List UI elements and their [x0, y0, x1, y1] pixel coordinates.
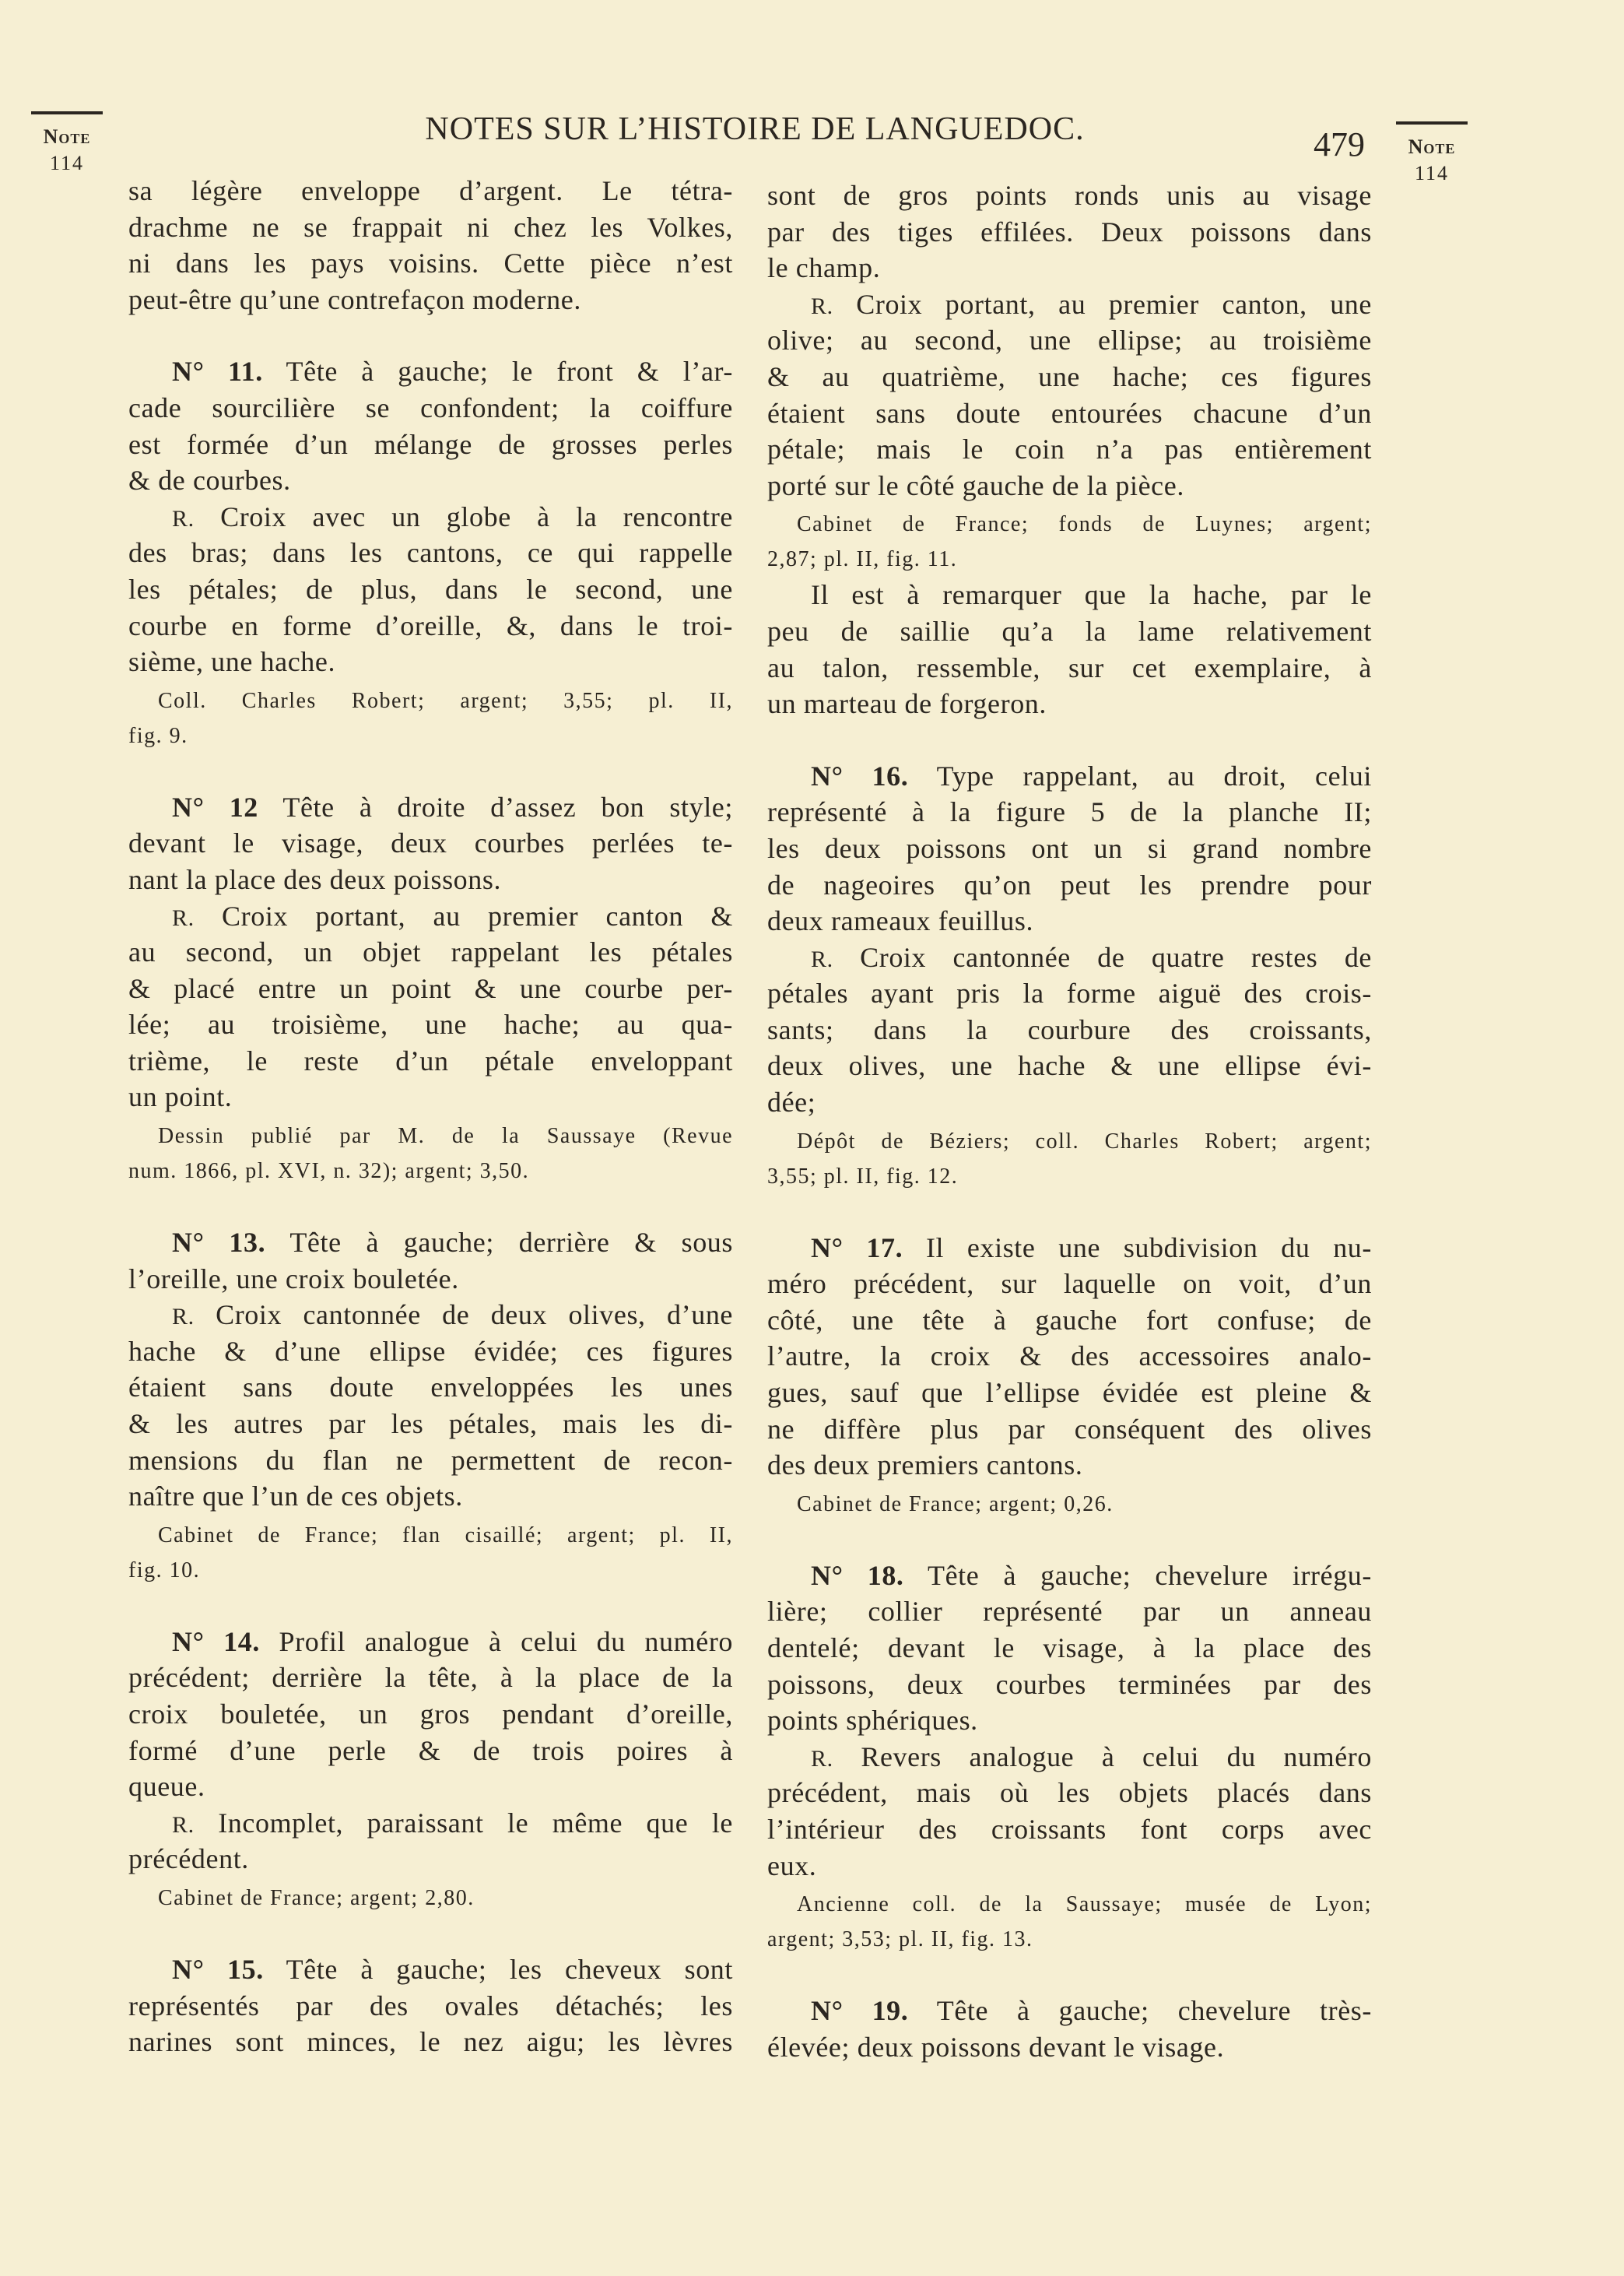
reverse-marker: R. [811, 1745, 833, 1772]
line-text: Tête à gauche; derrière & sous [265, 1227, 733, 1259]
catalog-entry [128, 1224, 733, 1297]
text-line [767, 650, 1372, 687]
text-line [767, 1593, 1372, 1630]
line-text: Croix cantonnée de deux olives, d’une [194, 1299, 733, 1331]
line-text: Ancienne coll. de la Saussaye; musée de Lyon; [797, 1892, 1372, 1917]
line-text: Tête à gauche; chevelure très- [908, 1995, 1372, 2027]
text-line [767, 831, 1372, 867]
text-line [128, 1951, 733, 1988]
text-line [128, 1406, 733, 1442]
text-line [767, 1159, 1372, 1194]
text-line [767, 975, 1372, 1012]
catalog-entry [767, 1230, 1372, 1484]
line-text: le champ. [767, 252, 881, 284]
line-text: peut-être qu’une contrefaçon moderne. [128, 283, 581, 315]
line-text: côté, une tête à gauche fort confuse; de [767, 1304, 1372, 1336]
margin-note-number: 114 [49, 152, 85, 174]
line-text: drachme ne se frappait ni chez les Volkes, [128, 211, 733, 243]
line-text: argent; 3,53; pl. II, fig. 13. [767, 1927, 1033, 1952]
text-line [767, 1702, 1372, 1739]
reverse-description [128, 1805, 733, 1877]
text-line [128, 1768, 733, 1805]
line-text: & placé entre un point & une courbe per- [128, 972, 733, 1004]
line-text: mensions du flan ne permettent de recon- [128, 1444, 733, 1476]
line-text: Croix avec un globe à la rencontre [194, 501, 733, 532]
line-text: les pétales; de plus, dans le second, une [128, 573, 733, 605]
text-line [128, 2024, 733, 2060]
text-line [767, 542, 1372, 577]
line-text: Tête à gauche; le front & l’ar- [262, 356, 733, 388]
text-line [767, 758, 1372, 795]
text-line [767, 1739, 1372, 1775]
text-line [128, 1553, 733, 1588]
line-text: formé d’une perle & de trois poires à [128, 1734, 733, 1766]
line-text: Revers analogue à celui du numéro [833, 1740, 1372, 1772]
text-line [767, 1775, 1372, 1811]
text-line [767, 468, 1372, 504]
line-text: étaient sans doute enveloppées les unes [128, 1372, 733, 1403]
text-line [128, 245, 733, 282]
margin-note-label: Note [43, 125, 91, 148]
line-text: par des tiges effilées. Deux poissons dans [767, 216, 1372, 248]
line-text: Cabinet de France; argent; 0,26. [797, 1491, 1114, 1516]
line-text: est formée d’un mélange de grosses perles [128, 428, 733, 460]
text-line [767, 1338, 1372, 1375]
text-line [128, 1442, 733, 1479]
reverse-marker: R. [172, 1304, 195, 1330]
line-text: peu de saillie qu’a la lame relativement [767, 615, 1372, 647]
line-text: lée; au troisième, une hache; au qua- [128, 1009, 733, 1041]
entry-number: N° 18. [811, 1559, 904, 1591]
line-text: queue. [128, 1771, 205, 1803]
line-text: Tête à droite d’assez bon style; [258, 791, 733, 823]
line-text: & au quatrième, une hache; ces figures [767, 360, 1372, 392]
line-text: pétales ayant pris la forme aiguë des crois- [767, 978, 1372, 1010]
text-line [128, 718, 733, 753]
reverse-marker: R. [172, 904, 195, 931]
line-text: cade sourcilière se confondent; la coiffure [128, 392, 733, 423]
text-line [767, 177, 1372, 214]
citation-note [128, 683, 733, 753]
line-text: eux. [767, 1849, 817, 1881]
entry-number: N° 15. [172, 1953, 264, 1985]
line-text: l’oreille, une croix bouletée. [128, 1263, 459, 1294]
text-line [767, 395, 1372, 432]
margin-rule [1396, 121, 1468, 125]
paragraph [128, 173, 733, 318]
line-text: précédent. [128, 1843, 249, 1875]
line-text: sième, une hache. [128, 646, 336, 678]
line-text: 2,87; pl. II, fig. 11. [767, 547, 958, 572]
text-line [128, 1333, 733, 1370]
text-line [767, 250, 1372, 286]
text-line [128, 608, 733, 645]
margin-note-label: Note [1408, 135, 1456, 158]
line-text: un marteau de forgeron. [767, 688, 1047, 720]
text-line [128, 1478, 733, 1515]
line-text: représenté à la figure 5 de la planche II; [767, 796, 1372, 828]
text-line [128, 971, 733, 1007]
line-text: élevée; deux poissons devant le visage. [767, 2031, 1225, 2063]
text-line [128, 1696, 733, 1733]
line-text: croix bouletée, un gros pendant d’oreille, [128, 1698, 733, 1730]
text-line [128, 1224, 733, 1261]
line-text: précédent; derrière la tête, à la place de la [128, 1662, 733, 1694]
citation-note [128, 1881, 733, 1916]
line-text: au second, un objet rappelant les pétales [128, 936, 733, 968]
text-line [128, 862, 733, 898]
line-text: porté sur le côté gauche de la pièce. [767, 469, 1184, 501]
line-text: nant la place des deux poissons. [128, 863, 502, 895]
citation-note [767, 507, 1372, 577]
reverse-description [128, 1297, 733, 1515]
line-text: Incomplet, paraissant le même que le [194, 1807, 733, 1839]
entry-number: N° 13. [172, 1227, 266, 1259]
line-text: & les autres par les pétales, mais les di- [128, 1408, 733, 1440]
line-text: des deux premiers cantons. [767, 1449, 1083, 1481]
line-text: Croix cantonnée de quatre restes de [833, 941, 1372, 973]
text-line [767, 1993, 1372, 2029]
text-line [128, 1624, 733, 1660]
text-line [128, 462, 733, 499]
reverse-marker: R. [811, 946, 833, 972]
text-line [767, 1084, 1372, 1121]
text-line [767, 1848, 1372, 1884]
reverse-description [128, 499, 733, 680]
text-line [128, 1733, 733, 1769]
citation-note [767, 1124, 1372, 1194]
entry-number: N° 11. [172, 356, 263, 388]
text-line [128, 427, 733, 463]
text-line [128, 282, 733, 318]
catalog-entry [128, 353, 733, 498]
text-line [128, 1119, 733, 1154]
entry-number: N° 14. [172, 1625, 260, 1657]
text-line [128, 571, 733, 608]
text-line [767, 903, 1372, 940]
reverse-marker: R. [172, 505, 195, 532]
text-line [767, 1922, 1372, 1957]
text-line [128, 1518, 733, 1553]
line-text: sont de gros points ronds unis au visage [767, 180, 1372, 211]
left-column [128, 173, 733, 2060]
line-text: un point. [128, 1081, 233, 1113]
text-line [128, 1988, 733, 2025]
text-line [128, 825, 733, 862]
citation-note [128, 1119, 733, 1189]
margin-note-left [31, 111, 103, 175]
text-line [128, 1006, 733, 1043]
text-line [128, 535, 733, 571]
line-text: olive; au second, une ellipse; au troisième [767, 325, 1372, 357]
line-text: l’autre, la croix & des accessoires analo- [767, 1340, 1372, 1372]
line-text: hache & d’une ellipse évidée; ces figures [128, 1335, 733, 1367]
text-line [128, 1805, 733, 1842]
line-text: dée; [767, 1087, 816, 1119]
line-text: les deux poissons ont un si grand nombre [767, 832, 1372, 864]
text-line [767, 2029, 1372, 2066]
entry-number: N° 16. [811, 760, 909, 792]
line-text: de nageoires qu’on peut les prendre pour [767, 869, 1372, 901]
line-text: points sphériques. [767, 1705, 978, 1737]
text-line [128, 1881, 733, 1916]
text-line [767, 1887, 1372, 1922]
line-text: deux olives, une hache & une ellipse évi- [767, 1050, 1372, 1082]
text-line [128, 789, 733, 826]
text-line [767, 1630, 1372, 1667]
line-text: ni dans les pays voisins. Cette pièce n’est [128, 248, 733, 279]
entry-number: N° 19. [811, 1995, 909, 2027]
text-line [767, 940, 1372, 976]
margin-note-number: 114 [1414, 162, 1450, 184]
line-text: ne diffère plus par conséquent des olives [767, 1413, 1372, 1445]
line-text: narines sont minces, le nez aigu; les lèvres [128, 2026, 733, 2058]
text-line [128, 173, 733, 209]
line-text: sa légère enveloppe d’argent. Le tétra- [128, 175, 733, 206]
catalog-entry [128, 1951, 733, 2060]
line-text: représentés par des ovales détachés; les [128, 1990, 733, 2021]
line-text: méro précédent, sur laquelle on voit, d’un [767, 1268, 1372, 1300]
entry-number: N° 17. [811, 1231, 903, 1263]
text-line [767, 431, 1372, 468]
line-text: trième, le reste d’un pétale enveloppant [128, 1045, 733, 1077]
text-line [767, 1811, 1372, 1848]
line-text: Coll. Charles Robert; argent; 3,55; pl. II, [158, 688, 733, 713]
reverse-marker: R. [811, 293, 833, 319]
text-line [767, 577, 1372, 613]
text-line [767, 1447, 1372, 1484]
text-line [767, 1266, 1372, 1302]
text-line [767, 1667, 1372, 1703]
line-text: courbe en forme d’oreille, &, dans le troi- [128, 609, 733, 641]
text-line [767, 794, 1372, 831]
page-number: 479 [1314, 125, 1365, 163]
text-line [767, 1558, 1372, 1594]
paragraph [767, 577, 1372, 722]
line-text: Dépôt de Béziers; coll. Charles Robert; argent; [797, 1129, 1372, 1154]
text-line [767, 359, 1372, 395]
text-line [128, 1079, 733, 1115]
text-line [767, 1048, 1372, 1084]
citation-note [767, 1487, 1372, 1522]
line-text: Profil analogue à celui du numéro [259, 1625, 733, 1657]
text-line [128, 499, 733, 536]
running-header: NOTES SUR L’HISTOIRE DE LANGUEDOC. [425, 111, 1085, 147]
line-text: Tête à gauche; chevelure irrégu- [903, 1559, 1372, 1591]
text-line [767, 1375, 1372, 1411]
line-text: Il existe une subdivision du nu- [903, 1231, 1372, 1263]
catalog-entry [767, 1993, 1372, 2065]
text-line [767, 1411, 1372, 1448]
line-text: étaient sans doute entourées chacune d’un [767, 397, 1372, 429]
text-line [128, 1261, 733, 1298]
line-text: devant le visage, deux courbes perlées te- [128, 827, 733, 859]
text-line [128, 1154, 733, 1189]
text-line [767, 613, 1372, 650]
line-text: poissons, deux courbes terminées par des [767, 1668, 1372, 1700]
line-text: des bras; dans les cantons, ce qui rappelle [128, 537, 733, 569]
line-text: Il est à remarquer que la hache, par le [811, 579, 1372, 611]
catalog-entry [767, 758, 1372, 940]
margin-note-right [1396, 121, 1468, 185]
text-line [767, 214, 1372, 251]
text-line [767, 322, 1372, 359]
text-line [128, 1369, 733, 1406]
text-line [128, 644, 733, 680]
text-line [128, 1841, 733, 1877]
line-text: Croix portant, au premier canton, une [833, 288, 1372, 320]
line-text: fig. 10. [128, 1558, 201, 1582]
text-line [767, 1487, 1372, 1522]
line-text: gues, sauf que l’ellipse évidée est pleine & [767, 1377, 1372, 1409]
line-text: & de courbes. [128, 465, 291, 497]
citation-note [128, 1518, 733, 1588]
text-line [128, 353, 733, 390]
text-line [767, 867, 1372, 904]
line-text: précédent, mais où les objets placés dans [767, 1777, 1372, 1809]
text-line [128, 1660, 733, 1696]
line-text: deux rameaux feuillus. [767, 905, 1034, 937]
line-text: l’intérieur des croissants font corps avec [767, 1813, 1372, 1845]
text-line [767, 507, 1372, 542]
line-text: Type rappelant, au droit, celui [908, 760, 1372, 792]
line-text: Tête à gauche; les cheveux sont [263, 1953, 733, 1985]
text-line [767, 1124, 1372, 1159]
line-text: naître que l’un de ces objets. [128, 1480, 463, 1512]
line-text: au talon, ressemble, sur cet exemplaire, à [767, 652, 1372, 683]
line-text: Dessin publié par M. de la Saussaye (Revue [158, 1124, 733, 1149]
text-line [128, 1297, 733, 1333]
reverse-marker: R. [172, 1811, 195, 1838]
text-line [767, 1302, 1372, 1339]
catalog-entry [128, 789, 733, 898]
line-text: dentelé; devant le visage, à la place des [767, 1632, 1372, 1663]
reverse-description [128, 898, 733, 1116]
catalog-entry [767, 1558, 1372, 1739]
line-text: pétale; mais le coin n’a pas entièrement [767, 434, 1372, 465]
line-text: Cabinet de France; flan cisaillé; argent; pl. II, [158, 1523, 733, 1547]
text-line [128, 390, 733, 427]
text-line [128, 934, 733, 971]
text-line [767, 286, 1372, 323]
citation-note [767, 1887, 1372, 1957]
line-text: Cabinet de France; fonds de Luynes; argent; [797, 512, 1372, 537]
line-text: Cabinet de France; argent; 2,80. [158, 1885, 475, 1910]
line-text: lière; collier représenté par un anneau [767, 1596, 1372, 1628]
catalog-entry [128, 1624, 733, 1805]
line-text: 3,55; pl. II, fig. 12. [767, 1164, 959, 1189]
line-text: sants; dans la courbure des croissants, [767, 1013, 1372, 1045]
reverse-description [767, 1739, 1372, 1884]
text-line [767, 1230, 1372, 1266]
margin-rule [31, 111, 103, 114]
text-line [128, 209, 733, 246]
text-line [767, 686, 1372, 722]
text-line [128, 683, 733, 718]
text-line [767, 1012, 1372, 1048]
line-text: fig. 9. [128, 723, 188, 748]
entry-number: N° 12 [172, 791, 258, 823]
text-line [128, 1043, 733, 1080]
line-text: Croix portant, au premier canton & [194, 900, 733, 932]
text-line [128, 898, 733, 935]
reverse-description [767, 940, 1372, 1121]
reverse-description [767, 286, 1372, 504]
line-text: num. 1866, pl. XVI, n. 32); argent; 3,50. [128, 1159, 530, 1184]
right-column [767, 177, 1372, 2065]
paragraph [767, 177, 1372, 286]
